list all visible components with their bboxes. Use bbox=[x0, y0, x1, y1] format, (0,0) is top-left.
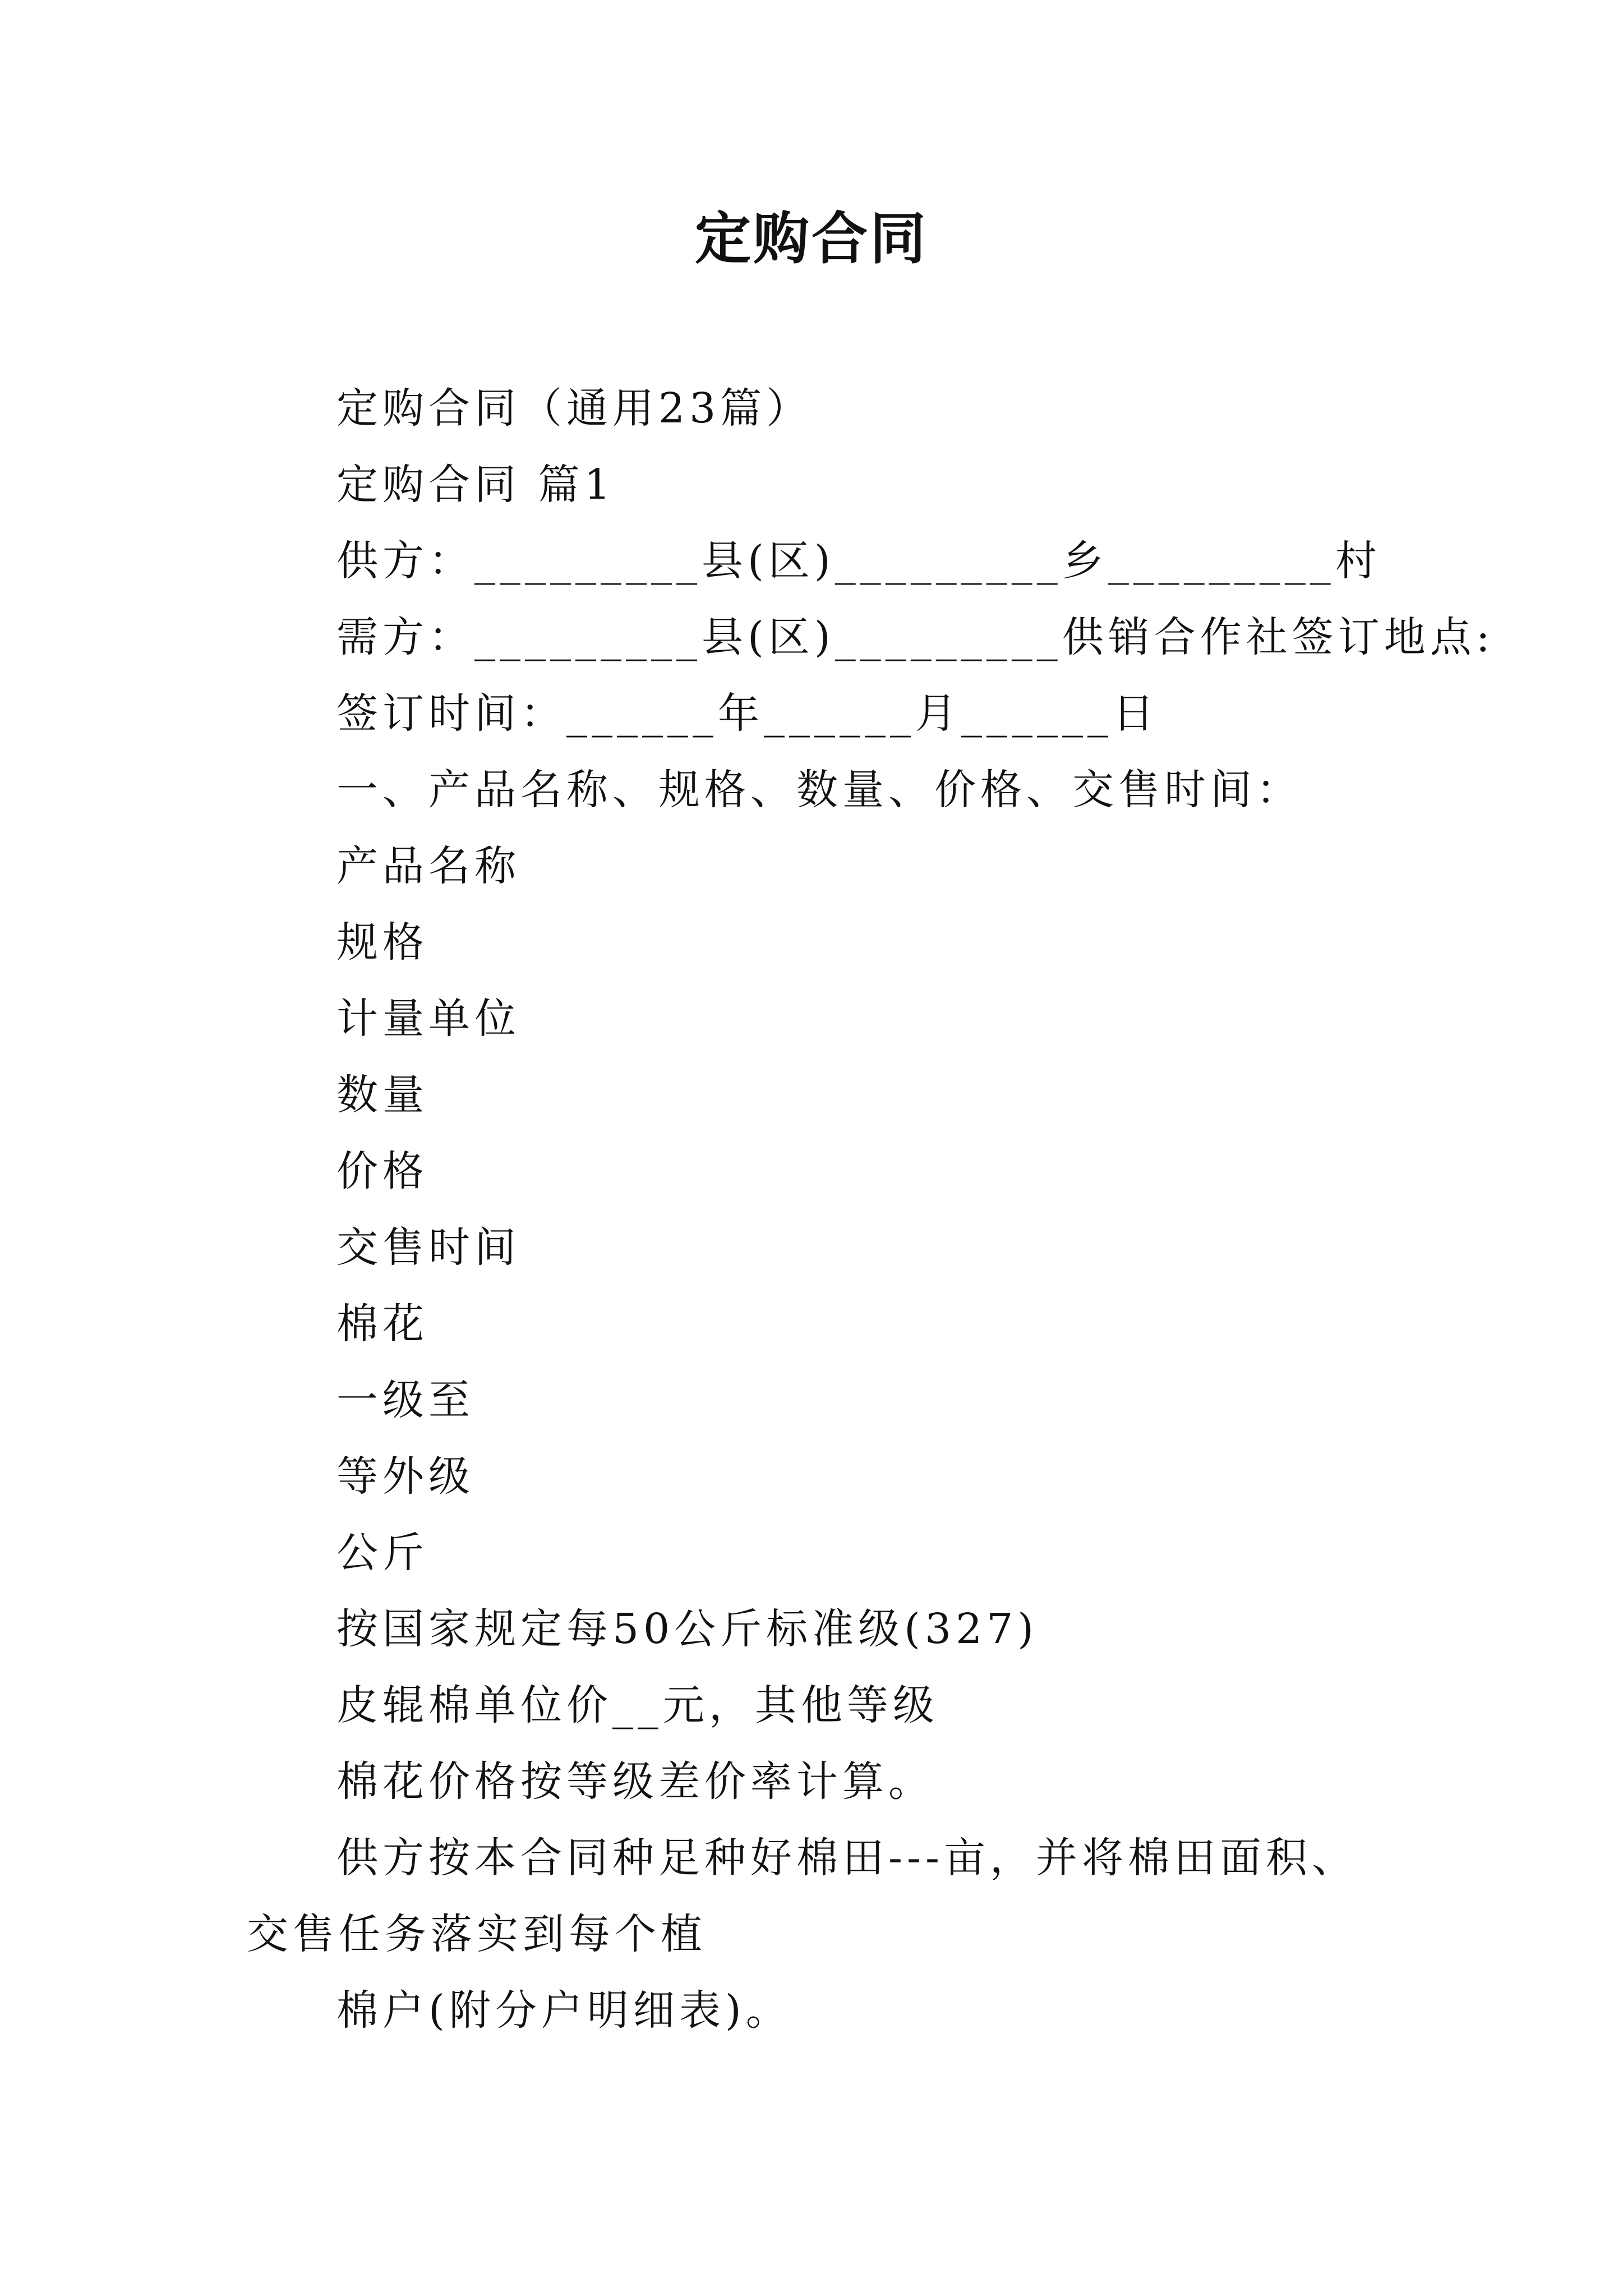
document-line: 交售时间 bbox=[336, 1223, 520, 1272]
document-line: 一、产品名称、规格、数量、价格、交售时间： bbox=[336, 766, 1302, 814]
document-line: 棉花 bbox=[336, 1300, 428, 1348]
document-line: 公斤 bbox=[336, 1529, 428, 1577]
document-line: 产品名称 bbox=[336, 842, 520, 890]
document-line: 按国家规定每50公斤标准级(327) bbox=[336, 1605, 1039, 1653]
document-body bbox=[247, 370, 1495, 2049]
document-line: 定购合同 篇1 bbox=[336, 461, 615, 509]
document-line: 供方：_________县(区)_________乡_________村 bbox=[336, 537, 1381, 585]
document-line: 定购合同（通用23篇） bbox=[336, 384, 813, 432]
document-line: 一级至 bbox=[336, 1376, 474, 1424]
document-line: 价格 bbox=[336, 1147, 428, 1195]
document-line: 棉花价格按等级差价率计算。 bbox=[336, 1757, 934, 1806]
document-line: 棉户(附分户明细表)。 bbox=[336, 1986, 792, 2035]
document-line: 规格 bbox=[336, 918, 428, 967]
document-line: 供方按本合同种足种好棉田---亩，并将棉田面积、交售任务落实到每个植 bbox=[247, 1834, 1358, 1958]
document-line: 计量单位 bbox=[336, 995, 520, 1043]
document-line: 等外级 bbox=[336, 1452, 474, 1501]
document-line: 皮辊棉单位价__元，其他等级 bbox=[336, 1681, 939, 1729]
document-title: 定购合同 bbox=[695, 205, 928, 272]
document-line: 需方：_________县(区)_________供销合作社签订地点: bbox=[336, 613, 1495, 661]
document-line: 数量 bbox=[336, 1071, 428, 1119]
document-line: 签订时间：______年______月______日 bbox=[336, 689, 1159, 738]
